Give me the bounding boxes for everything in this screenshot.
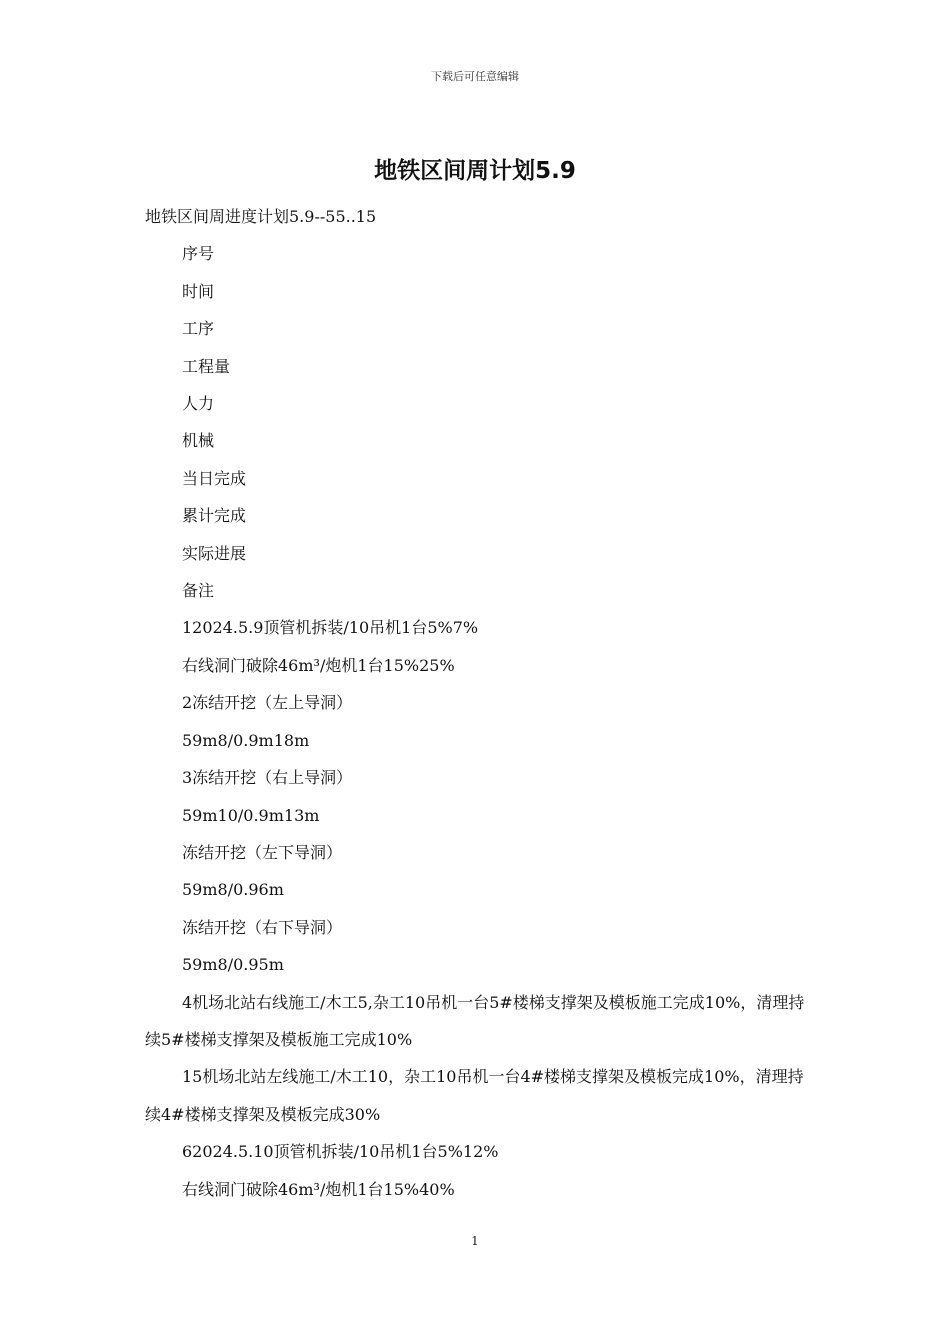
paragraph-entry: 62024.5.10顶管机拆装/10吊机1台5%12% [182, 1142, 499, 1162]
paragraph-entry: 59m8/0.9m18m [182, 730, 310, 750]
page-number: 1 [471, 1234, 479, 1248]
paragraph-entry: 冻结开挖（右下导洞） [182, 917, 343, 937]
paragraph-entry: 15机场北站左线施工/木工10，杂工10吊机一台4#楼梯支撑架及模板完成10%，清理持续4#楼梯支撑架及模板完成30% [145, 1067, 804, 1124]
page-header-note: 下载后可任意编辑 [431, 70, 519, 83]
paragraph-actual-progress: 实际进展 [182, 543, 247, 563]
paragraph-process: 工序 [182, 319, 215, 339]
paragraph-entry: 右线洞门破除46m³/炮机1台15%25% [182, 655, 455, 675]
paragraph-cumulative-completion: 累计完成 [182, 506, 247, 526]
paragraph-entry: 右线洞门破除46m³/炮机1台15%40% [182, 1179, 455, 1199]
paragraph-time: 时间 [182, 281, 215, 301]
paragraph-entry: 59m10/0.9m13m [182, 805, 320, 825]
paragraph-machinery: 机械 [182, 431, 215, 451]
paragraph-daily-completion: 当日完成 [182, 468, 247, 488]
paragraph-entry: 3冻结开挖（右上导洞） [182, 768, 353, 788]
paragraph-entry: 4机场北站右线施工/木工5,杂工10吊机一台5#楼梯支撑架及模板施工完成10%，清理持续5#楼梯支撑架及模板施工完成10% [145, 992, 805, 1049]
paragraph-entry: 2冻结开挖（左上导洞） [182, 693, 353, 713]
paragraph-entry: 59m8/0.95m [182, 955, 284, 975]
document-body [145, 198, 810, 1208]
paragraph-manpower: 人力 [182, 394, 215, 414]
document-subtitle: 地铁区间周进度计划5.9--55..15 [145, 207, 377, 226]
document-title: 地铁区间周计划5.9 [374, 158, 576, 184]
paragraph-quantity: 工程量 [182, 356, 231, 376]
paragraph-entry: 冻结开挖（左下导洞） [182, 842, 343, 862]
paragraph-serial-number: 序号 [182, 244, 215, 264]
paragraph-entry: 12024.5.9顶管机拆装/10吊机1台5%7% [182, 618, 479, 638]
paragraph-remarks: 备注 [182, 581, 215, 601]
paragraph-entry: 59m8/0.96m [182, 880, 284, 900]
